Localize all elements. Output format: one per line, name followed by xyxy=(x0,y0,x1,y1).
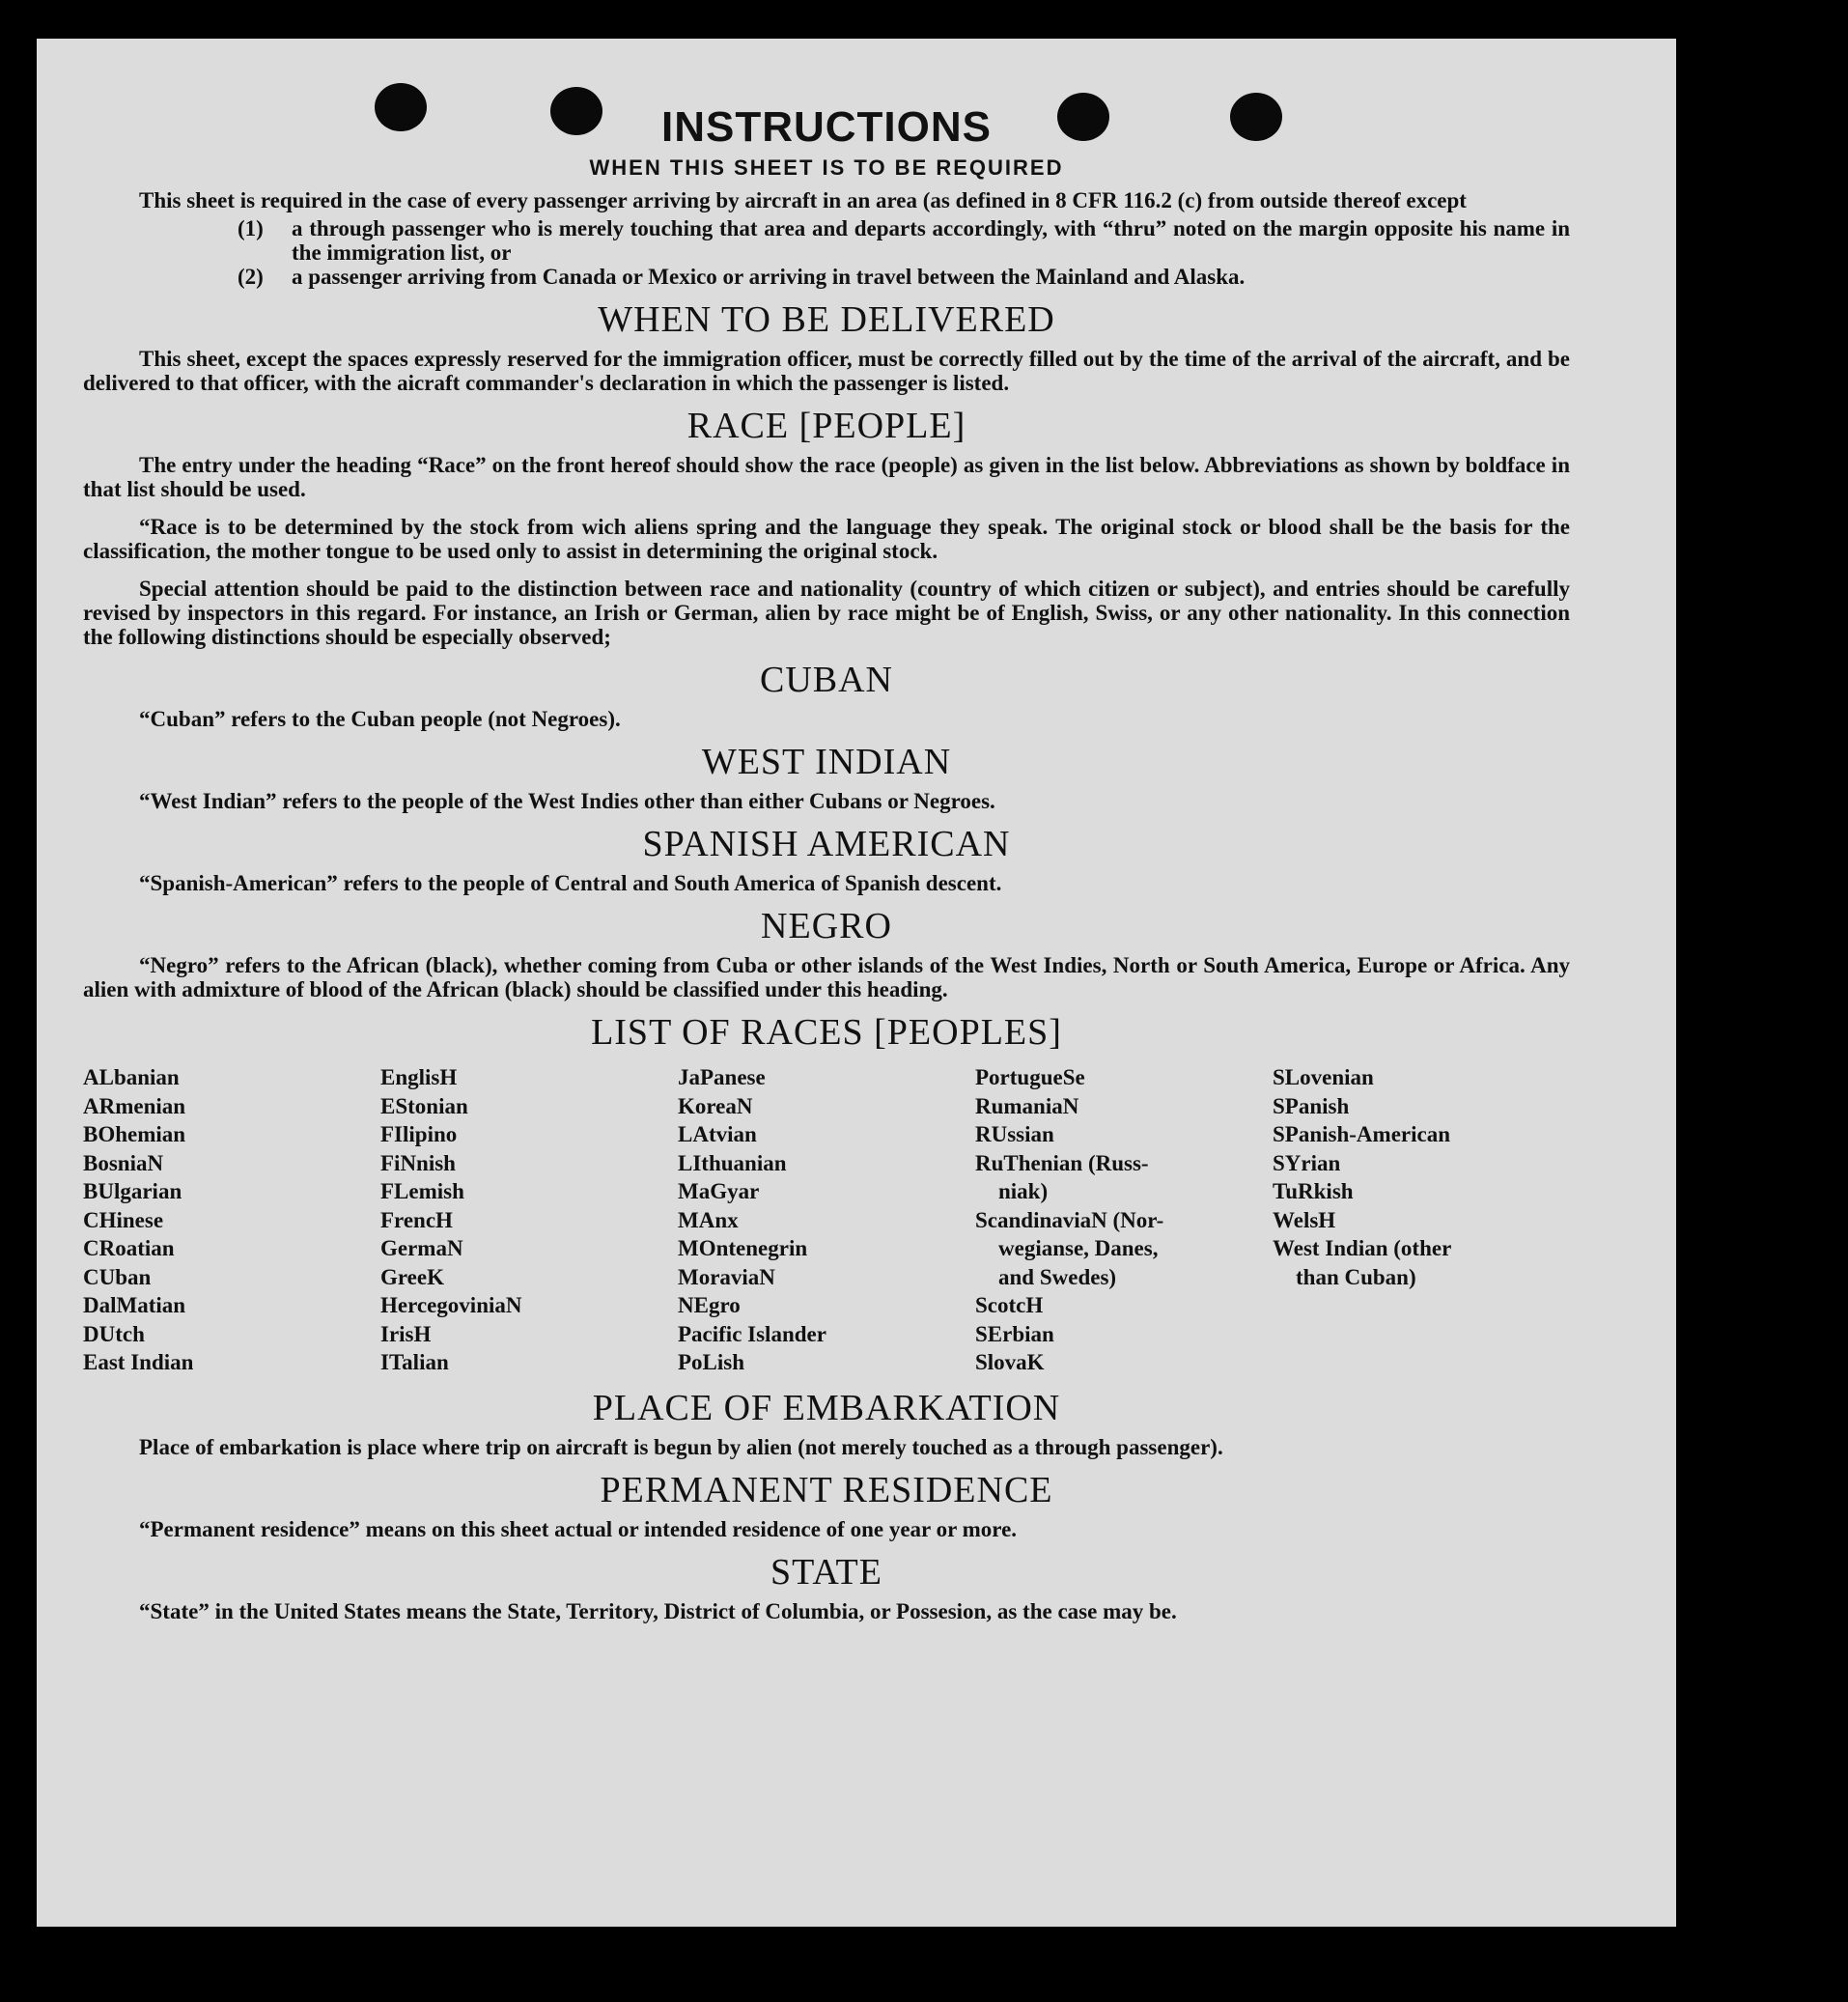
requirement-paragraph: This sheet is required in the case of every passenger arriving by aircraft in an area (as defined in 8 CFR 116.2 (c) from outside thereof except xyxy=(139,188,1467,212)
race-entry: HercegoviniaN xyxy=(380,1293,522,1317)
race-entry: ITalian xyxy=(380,1350,449,1374)
race-entry: DalMatian xyxy=(83,1293,186,1317)
race-entry: MOntenegrin xyxy=(678,1236,808,1260)
race-entry: RumaniaN xyxy=(975,1093,1079,1118)
exception-item xyxy=(238,265,1570,289)
race-entry: RuThenian (Russ- xyxy=(975,1150,1149,1175)
race-column-1 xyxy=(83,1063,380,1377)
race-entry: BosniaN xyxy=(83,1150,164,1175)
race-column-2 xyxy=(380,1063,678,1377)
instructions-content xyxy=(83,101,1570,1623)
section-heading-list-of-races: LIST OF RACES [PEOPLES] xyxy=(591,1012,1062,1053)
race-entry: ScotcH xyxy=(975,1293,1044,1317)
exception-number: (2) xyxy=(238,265,264,289)
race-entry: CHinese xyxy=(83,1207,164,1232)
race-entry: ARmenian xyxy=(83,1093,186,1118)
race-entry: West Indian (other xyxy=(1273,1236,1452,1260)
section-heading-cuban: CUBAN xyxy=(759,660,894,700)
race-entry-continuation: niak) xyxy=(998,1179,1049,1203)
race-entry: MAnx xyxy=(678,1207,739,1232)
race-entry: SErbian xyxy=(975,1321,1054,1346)
race-entry-continuation: than Cuban) xyxy=(1296,1264,1416,1289)
race-entry: SPanish-American xyxy=(1273,1122,1450,1146)
race-column-3 xyxy=(678,1063,975,1377)
race-entry: TuRkish xyxy=(1273,1179,1354,1203)
race-entry: EStonian xyxy=(380,1093,468,1118)
west-indian-text: “West Indian” refers to the people of the West Indies other than either Cubans or Negroes. xyxy=(139,789,995,813)
race-entry: KoreaN xyxy=(678,1093,753,1118)
race-entry: FrencH xyxy=(380,1207,453,1232)
race-paragraph-3: Special attention should be paid to the distinction between race and nationality (country of which citizen or subject), and entries should be carefully revised by inspectors in this regard. For instance, an Irish or German, alien by race might be of English, Swiss, or any other nationality. In this connection the following distinctions should be especially observed; xyxy=(83,577,1570,649)
race-entry: FiNnish xyxy=(380,1150,456,1175)
race-paragraph-2: “Race is to be determined by the stock from wich aliens spring and the language they speak. The original stock or blood shall be the basis for the classification, the mother tongue to be used only to assist in determining the original stock. xyxy=(83,515,1570,563)
section-heading-state: STATE xyxy=(770,1551,882,1593)
race-entry: RUssian xyxy=(975,1122,1054,1146)
race-entry: FLemish xyxy=(380,1179,464,1203)
race-entry: IrisH xyxy=(380,1321,432,1346)
race-entry: LIthuanian xyxy=(678,1150,787,1175)
section-heading-delivered: WHEN TO BE DELIVERED xyxy=(598,299,1055,340)
race-entry: GermaN xyxy=(380,1236,463,1260)
race-entry: DUtch xyxy=(83,1321,145,1346)
race-entry: MaGyar xyxy=(678,1179,760,1203)
race-entry: Pacific Islander xyxy=(678,1321,826,1346)
race-paragraph-1: The entry under the heading “Race” on the front hereof should show the race (people) as given in the list below. Abbreviations as shown by boldface in that list should be used. xyxy=(83,453,1570,501)
section-heading-negro: NEGRO xyxy=(761,906,892,946)
race-entry: PortugueSe xyxy=(975,1065,1085,1089)
exception-text: a through passenger who is merely touching that area and departs accordingly, with “thru” noted on the margin opposite his name in the immigration list, or xyxy=(292,216,1570,265)
section-heading-residence: PERMANENT RESIDENCE xyxy=(600,1469,1053,1510)
race-entry: SYrian xyxy=(1273,1150,1341,1175)
race-column-4 xyxy=(975,1063,1273,1377)
page-subtitle: WHEN THIS SHEET IS TO BE REQUIRED xyxy=(589,155,1064,180)
race-entry: SlovaK xyxy=(975,1350,1045,1374)
race-entry: BUlgarian xyxy=(83,1179,182,1203)
race-entry: PoLish xyxy=(678,1350,745,1374)
race-entry: ScandinaviaN (Nor- xyxy=(975,1207,1164,1232)
section-heading-embarkation: PLACE OF EMBARKATION xyxy=(592,1387,1061,1428)
race-entry: East Indian xyxy=(83,1350,194,1374)
exception-item xyxy=(238,216,1570,265)
race-entry: JaPanese xyxy=(678,1065,766,1089)
race-entry-continuation: wegianse, Danes, xyxy=(998,1236,1159,1260)
section-heading-race: RACE [PEOPLE] xyxy=(686,406,966,446)
exception-list xyxy=(238,216,1570,289)
race-entry: NEgro xyxy=(678,1293,741,1317)
race-entry: CUban xyxy=(83,1264,152,1289)
race-entry: EnglisH xyxy=(380,1065,458,1089)
race-entry: LAtvian xyxy=(678,1122,757,1146)
spanish-american-text: “Spanish-American” refers to the people of Central and South America of Spanish descent. xyxy=(139,871,1002,895)
race-column-5 xyxy=(1273,1063,1570,1377)
race-entry: FIlipino xyxy=(380,1122,458,1146)
race-entry: GreeK xyxy=(380,1264,444,1289)
residence-text: “Permanent residence” means on this sheet actual or intended residence of one year or more. xyxy=(139,1516,1018,1541)
race-entry: MoraviaN xyxy=(678,1264,775,1289)
cuban-text: “Cuban” refers to the Cuban people (not Negroes). xyxy=(139,707,621,731)
race-entry: BOhemian xyxy=(83,1122,186,1146)
race-entry: ALbanian xyxy=(83,1065,180,1089)
race-entry: WelsH xyxy=(1273,1207,1336,1232)
state-text: “State” in the United States means the State, Territory, District of Columbia, or Possesion, as the case may be. xyxy=(139,1598,1177,1623)
race-entry: SPanish xyxy=(1273,1093,1350,1118)
delivered-text: This sheet, except the spaces expressly reserved for the immigration officer, must be correctly filled out by the time of the arrival of the aircraft, and be delivered to that officer, with the aicraft commander's declaration in which the passenger is listed. xyxy=(83,347,1570,395)
race-entry: CRoatian xyxy=(83,1236,175,1260)
exception-number: (1) xyxy=(238,216,264,240)
negro-text: “Negro” refers to the African (black), whether coming from Cuba or other islands of the West Indies, North or South America, Europe or Africa. Any alien with admixture of blood of the African (black) should be classified under this heading. xyxy=(83,953,1570,1001)
race-entry-continuation: and Swedes) xyxy=(998,1264,1117,1289)
section-heading-spanish-american: SPANISH AMERICAN xyxy=(642,824,1011,864)
section-heading-west-indian: WEST INDIAN xyxy=(701,742,952,782)
race-list xyxy=(83,1063,1570,1377)
page-title: INSTRUCTIONS xyxy=(661,103,992,151)
exception-text: a passenger arriving from Canada or Mexico or arriving in travel between the Mainland and Alaska. xyxy=(292,265,1246,289)
embarkation-text: Place of embarkation is place where trip on aircraft is begun by alien (not merely touched as a through passenger). xyxy=(139,1434,1223,1459)
race-entry: SLovenian xyxy=(1273,1065,1374,1089)
